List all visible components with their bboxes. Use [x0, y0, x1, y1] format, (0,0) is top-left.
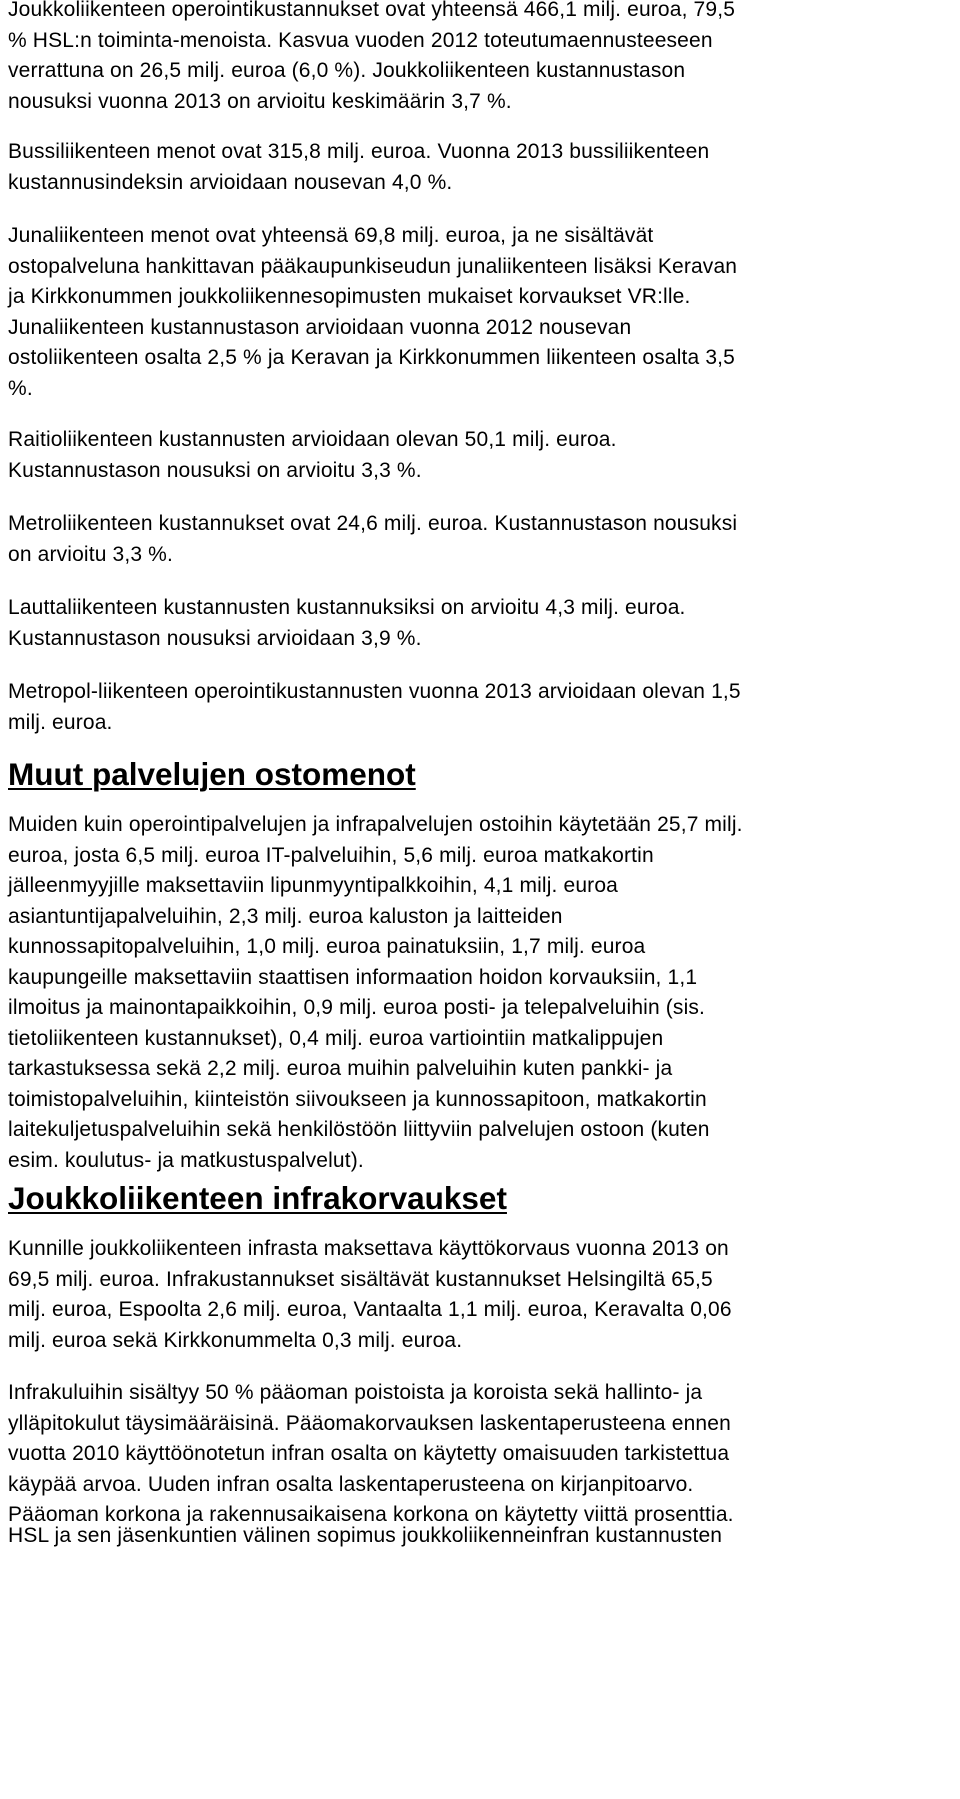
- paragraph-ferry-costs: Lauttaliikenteen kustannusten kustannuksiksi on arvioitu 4,3 milj. euroa. Kustannustason nousuksi arvioidaan 3,9 %.: [8, 596, 686, 650]
- paragraph-other-services: Muiden kuin operointipalvelujen ja infrapalvelujen ostoihin käytetään 25,7 milj. euroa, josta 6,5 milj. euroa IT-palveluihin, 5,6 milj. euroa matkakortin jälleenmyyjille maksettaviin lipunmyyntipalkkoihin, 4,1 milj. euroa asiantuntijapalveluihin, 2,3 milj. euroa kaluston ja laitteiden kunnossapitopalveluihin, 1,0 milj. euroa painatuksiin, 1,7 milj. euroa kaupungeille maksettaviin staattisen informaation hoidon korvauksiin, 1,1 ilmoitus ja mainontapaikkoihin, 0,9 milj. euroa posti- ja telepalveluihin (sis. tietoliikenteen kustannukset), 0,4 milj. euroa vartiointiin matkalippujen tarkastuksessa sekä 2,2 milj. euroa muihin palveluihin kuten pankki- ja toimistopalveluihin, kiinteistön siivoukseen ja kunnossapitoon, matkakortin laitekuljetuspalveluihin sekä henkilöstöön liittyviin palvelujen ostoon (kuten esim. koulutus- ja matkustuspalvelut).: [8, 813, 743, 1172]
- heading-infra-compensation-text: Joukkoliikenteen infrakorvaukset: [8, 1180, 507, 1216]
- heading-other-services-text: Muut palvelujen ostomenot: [8, 756, 416, 792]
- paragraph-infra-costs: Infrakuluihin sisältyy 50 % pääoman poistoista ja koroista sekä hallinto- ja ylläpitokulut täysimääräisinä. Pääomakorvauksen laskentaperusteena ennen vuotta 2010 käyttöönotetun infran osalta on käytetty omaisuuden tarkistettua käypää arvoa. Uuden infran osalta laskentaperusteena on kirjanpitoarvo. Pääoman korkona ja rakennusaikaisena korkona on käytetty viittä prosenttia.: [8, 1381, 734, 1526]
- paragraph-bus-costs: Bussiliikenteen menot ovat 315,8 milj. euroa. Vuonna 2013 bussiliikenteen kustannusindeksin arvioidaan nousevan 4,0 %.: [8, 140, 710, 194]
- paragraph-tram-costs: Raitioliikenteen kustannusten arvioidaan olevan 50,1 milj. euroa. Kustannustason nousuksi on arvioitu 3,3 %.: [8, 428, 617, 482]
- paragraph-operating-costs: Joukkoliikenteen operointikustannukset ovat yhteensä 466,1 milj. euroa, 79,5 % HSL:n toiminta-menoista. Kasvua vuoden 2012 toteutumaennusteeseen verrattuna on 26,5 milj. euroa (6,0 %). Joukkoliikenteen kustannustason nousuksi vuonna 2013 on arvioitu keskimäärin 3,7 %.: [8, 0, 736, 113]
- paragraph-infra-compensation: Kunnille joukkoliikenteen infrasta maksettava käyttökorvaus vuonna 2013 on 69,5 milj. euroa. Infrakustannukset sisältävät kustannukset Helsingiltä 65,5 milj. euroa, Espoolta 2,6 milj. euroa, Vantaalta 1,1 milj. euroa, Keravalta 0,06 milj. euroa sekä Kirkkonummelta 0,3 milj. euroa.: [8, 1237, 732, 1352]
- heading-other-services: [8, 756, 953, 792]
- paragraph-train-costs: Junaliikenteen menot ovat yhteensä 69,8 milj. euroa, ja ne sisältävät ostopalveluna hankittavan pääkaupunkiseudun junaliikenteen lisäksi Keravan ja Kirkkonummen joukkoliikennesopimusten mukaiset korvaukset VR:lle. Junaliikenteen kustannustason arvioidaan vuonna 2012 nousevan ostoliikenteen osalta 2,5 % ja Keravan ja Kirkkonummen liikenteen osalta 3,5 %.: [8, 224, 738, 400]
- paragraph-agreement: HSL ja sen jäsenkuntien välinen sopimus joukkoliikenneinfran kustannusten: [8, 1524, 723, 1547]
- heading-infra-compensation: [8, 1180, 953, 1216]
- paragraph-metro-costs: Metroliikenteen kustannukset ovat 24,6 milj. euroa. Kustannustason nousuksi on arvioitu 3,3 %.: [8, 512, 738, 566]
- paragraph-metropol-costs: Metropol-liikenteen operointikustannusten vuonna 2013 arvioidaan olevan 1,5 milj. euroa.: [8, 680, 741, 734]
